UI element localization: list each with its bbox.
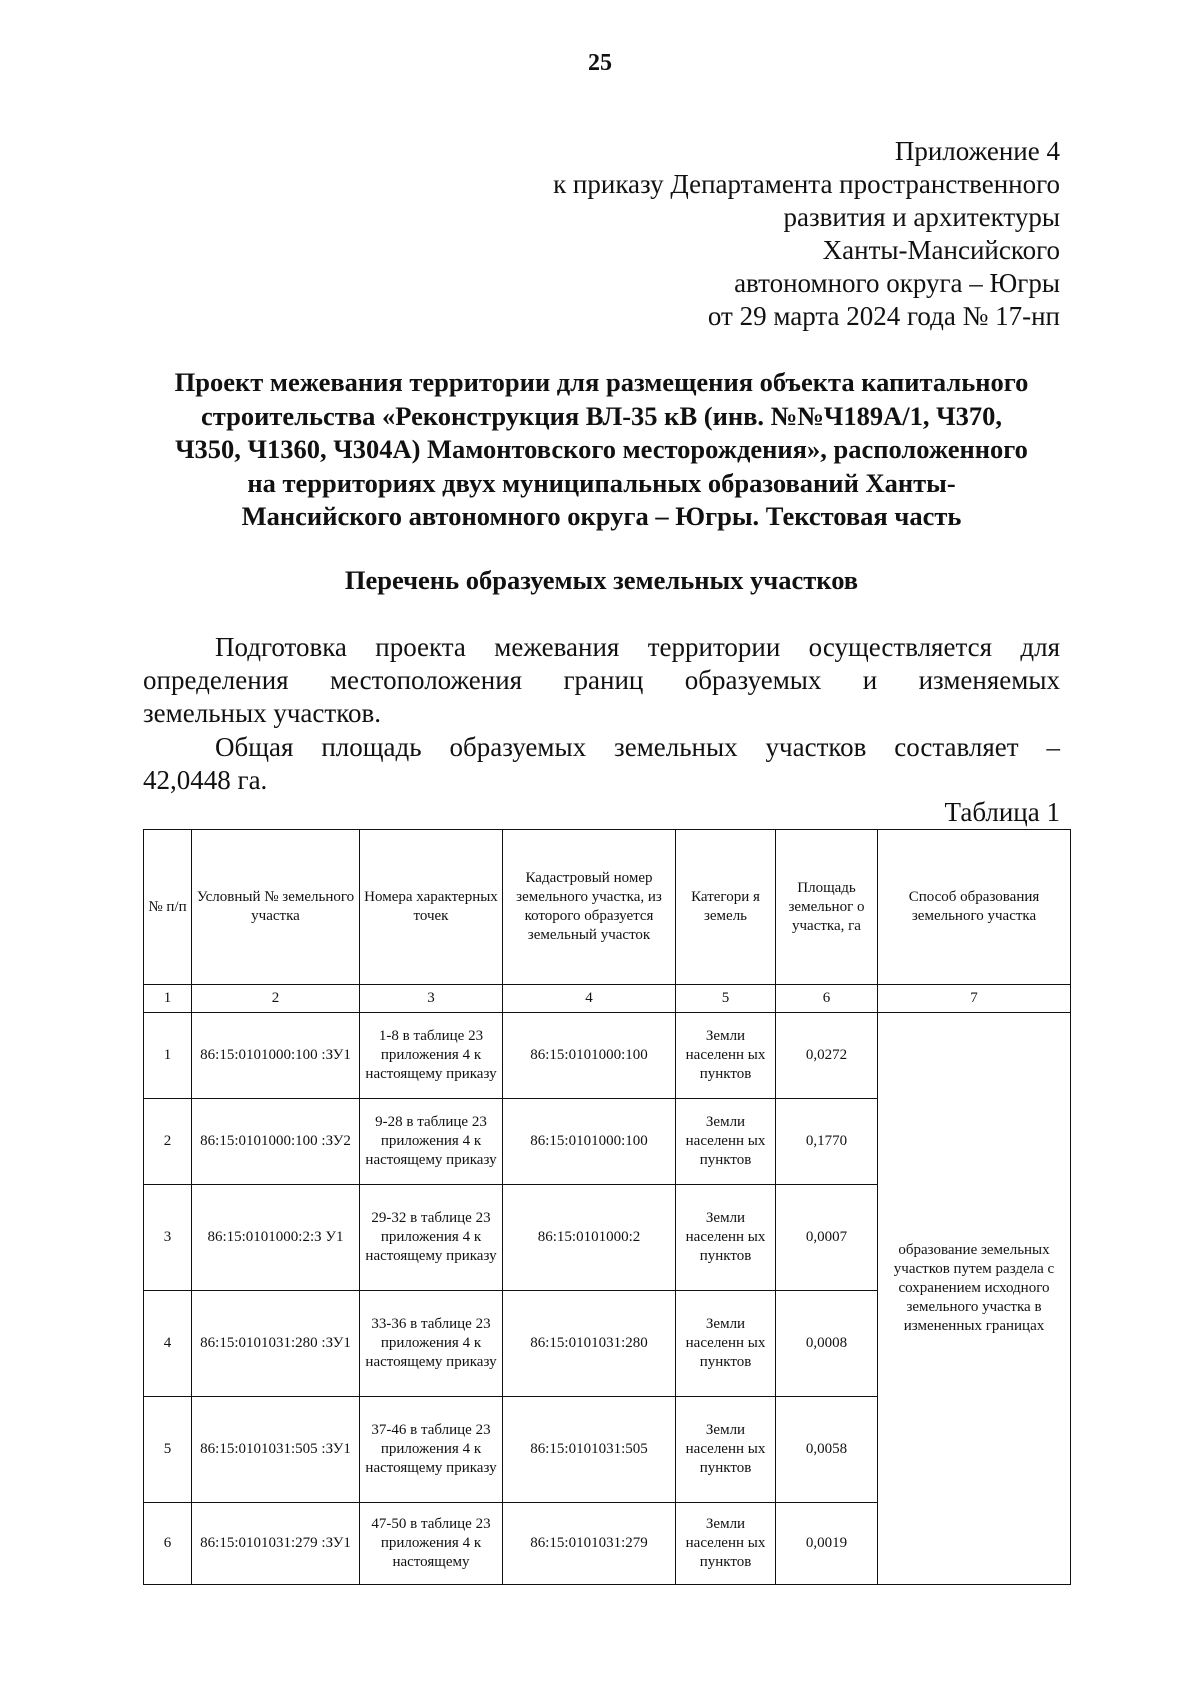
cadastral-number: 86:15:0101031:279 — [503, 1503, 676, 1585]
cadastral-number: 86:15:0101031:505 — [503, 1397, 676, 1503]
appendix-line: развития и архитектуры — [783, 202, 1060, 232]
title-line: строительства «Реконструкция ВЛ-35 кВ (инв. №№Ч189А/1, Ч370, — [201, 400, 1002, 431]
paragraph-line: 42,0448 га. — [143, 765, 268, 795]
appendix-line: автономного округа – Югры — [734, 268, 1060, 298]
row-number: 5 — [144, 1397, 192, 1503]
parcel-id: 86:15:0101000:100 :ЗУ2 — [192, 1099, 360, 1185]
land-category: Земли населенн ых пунктов — [676, 1503, 776, 1585]
cadastral-number: 86:15:0101000:2 — [503, 1185, 676, 1291]
appendix-line: от 29 марта 2024 года № 17-нп — [707, 301, 1060, 331]
column-number: 7 — [878, 985, 1071, 1013]
paragraph-line: Общая площадь образуемых земельных участков составляет – — [215, 732, 1060, 762]
points-ref: 29-32 в таблице 23 приложения 4 к настоящему приказу — [360, 1185, 503, 1291]
appendix-line: Приложение 4 — [894, 136, 1060, 166]
row-number: 4 — [144, 1291, 192, 1397]
paragraph-total-area — [143, 731, 1060, 797]
column-number-row — [144, 985, 1071, 1013]
row-number: 2 — [144, 1099, 192, 1185]
title-line: на территориях двух муниципальных образований Ханты- — [247, 467, 956, 498]
parcel-area: 0,0008 — [776, 1291, 878, 1397]
column-number: 2 — [192, 985, 360, 1013]
column-number: 1 — [144, 985, 192, 1013]
points-ref: 47-50 в таблице 23 приложения 4 к настоящему — [360, 1503, 503, 1585]
header-cell-number: № п/п — [144, 830, 192, 985]
parcel-id: 86:15:0101031:280 :ЗУ1 — [192, 1291, 360, 1397]
cadastral-number: 86:15:0101000:100 — [503, 1099, 676, 1185]
header-cell-area: Площадь земельног о участка, га — [776, 830, 878, 985]
appendix-block — [553, 135, 1060, 333]
paragraph-line: земельных участков. — [143, 698, 381, 728]
parcel-id: 86:15:0101000:2:З У1 — [192, 1185, 360, 1291]
header-cell-parcel: Условный № земельного участка — [192, 830, 360, 985]
page-number: 25 — [588, 50, 612, 76]
row-number: 6 — [144, 1503, 192, 1585]
parcel-id: 86:15:0101000:100 :ЗУ1 — [192, 1013, 360, 1099]
table-header-row — [144, 830, 1071, 985]
document-title — [143, 366, 1060, 534]
appendix-line: к приказу Департамента пространственного — [553, 169, 1060, 199]
column-number: 3 — [360, 985, 503, 1013]
parcel-id: 86:15:0101031:279 :ЗУ1 — [192, 1503, 360, 1585]
row-number: 3 — [144, 1185, 192, 1291]
formation-method — [878, 1013, 1071, 1585]
land-category: Земли населенн ых пунктов — [676, 1291, 776, 1397]
land-category: Земли населенн ых пунктов — [676, 1397, 776, 1503]
points-ref: 1-8 в таблице 23 приложения 4 к настоящему приказу — [360, 1013, 503, 1099]
header-cell-category: Категори я земель — [676, 830, 776, 985]
row-number: 1 — [144, 1013, 192, 1099]
parcel-area: 0,0272 — [776, 1013, 878, 1099]
parcels-table — [143, 829, 1071, 1585]
title-line: Мансийского автономного округа – Югры. Текстовая часть — [241, 501, 962, 531]
land-category: Земли населенн ых пунктов — [676, 1099, 776, 1185]
parcel-id: 86:15:0101031:505 :ЗУ1 — [192, 1397, 360, 1503]
header-cell-method: Способ образования земельного участка — [878, 830, 1071, 985]
parcel-area: 0,0007 — [776, 1185, 878, 1291]
cadastral-number: 86:15:0101000:100 — [503, 1013, 676, 1099]
formation-method-text: образование земельных участков путем раздела с сохранением исходного земельного участка в измененных границах — [893, 1242, 1055, 1334]
land-category: Земли населенн ых пунктов — [676, 1185, 776, 1291]
points-ref: 33-36 в таблице 23 приложения 4 к настоящему приказу — [360, 1291, 503, 1397]
paragraph-line: определения местоположения границ образуемых и изменяемых — [143, 665, 1060, 695]
parcel-area: 0,1770 — [776, 1099, 878, 1185]
paragraph-purpose — [143, 631, 1060, 730]
cadastral-number: 86:15:0101031:280 — [503, 1291, 676, 1397]
appendix-line: Ханты-Мансийского — [822, 235, 1060, 265]
points-ref: 37-46 в таблице 23 приложения 4 к настоящему приказу — [360, 1397, 503, 1503]
title-line: Ч350, Ч1360, Ч304А) Мамонтовского месторождения», расположенного — [175, 434, 1028, 464]
title-line: Проект межевания территории для размещения объекта капитального — [174, 367, 1029, 397]
header-cell-points: Номера характерных точек — [360, 830, 503, 985]
points-ref: 9-28 в таблице 23 приложения 4 к настоящему приказу — [360, 1099, 503, 1185]
column-number: 4 — [503, 985, 676, 1013]
header-cell-cadastral: Кадастровый номер земельного участка, из которого образуется земельный участок — [503, 830, 676, 985]
table-caption: Таблица 1 — [944, 797, 1060, 827]
land-category: Земли населенн ых пунктов — [676, 1013, 776, 1099]
table-row — [144, 1013, 1071, 1099]
column-number: 5 — [676, 985, 776, 1013]
column-number: 6 — [776, 985, 878, 1013]
paragraph-line: Подготовка проекта межевания территории осуществляется для — [215, 632, 1060, 662]
section-title: Перечень образуемых земельных участков — [344, 565, 859, 595]
parcel-area: 0,0058 — [776, 1397, 878, 1503]
parcel-area: 0,0019 — [776, 1503, 878, 1585]
